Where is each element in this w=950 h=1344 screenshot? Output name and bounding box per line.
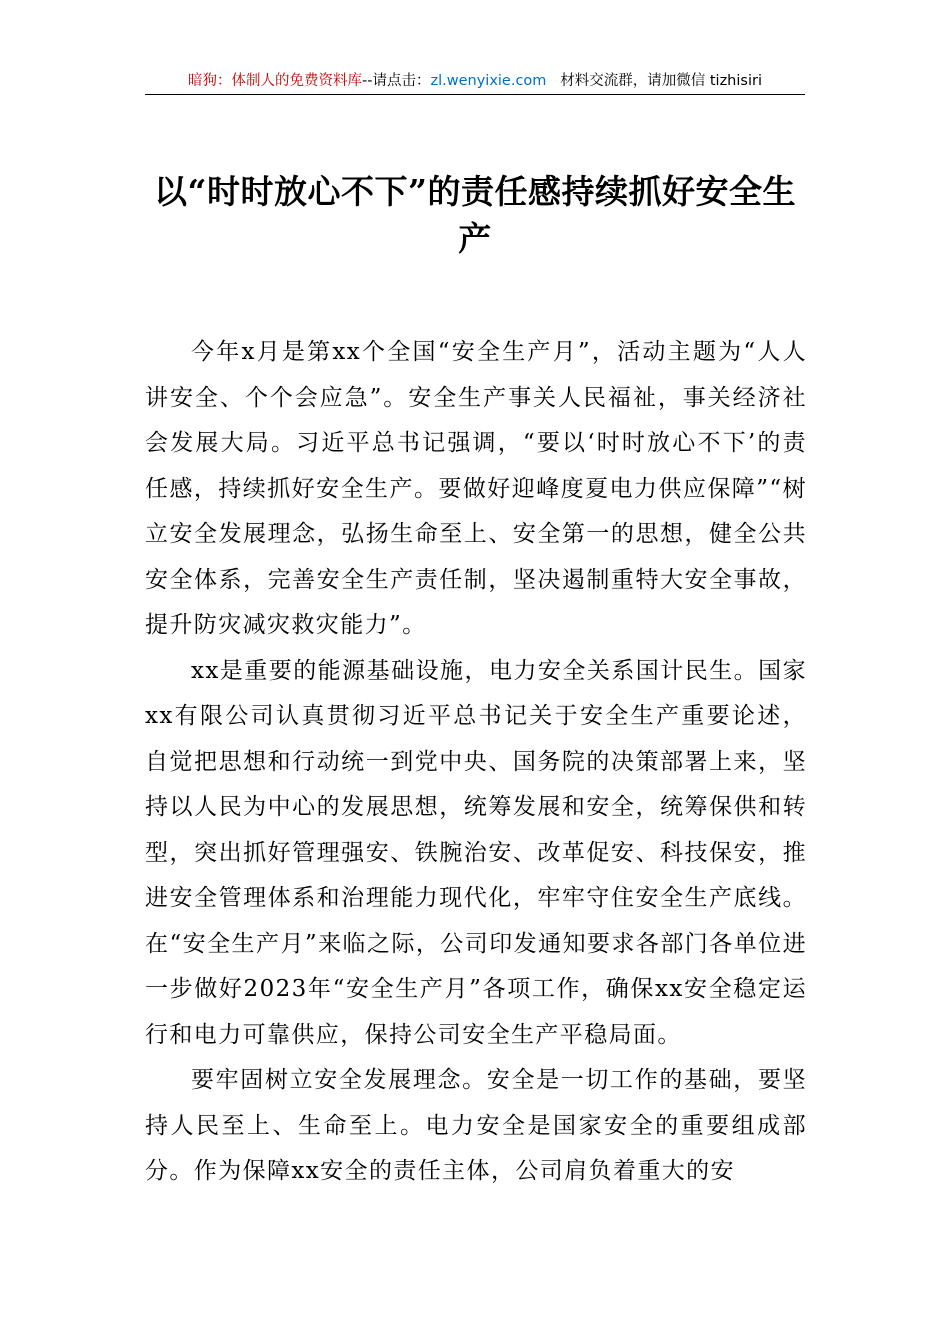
header-divider bbox=[145, 94, 805, 95]
paragraph-2: xx是重要的能源基础设施，电力安全关系国计民生。国家xx有限公司认真贯彻习近平总书记关于安全生产重要论述，自觉把思想和行动统一到党中央、国务院的决策部署上来，坚持以人民为中心的发展思想，统筹发展和安全，统筹保供和转型，突出抓好管理强安、铁腕治安、改革促安、科技保安，推进安全管理体系和治理能力现代化，牢牢守住安全生产底线。在“安全生产月”来临之际，公司印发通知要求各部门各单位进一步做好2023年“安全生产月”各项工作，确保xx安全稳定运行和电力可靠供应，保持公司安全生产平稳局面。 bbox=[145, 657, 807, 1048]
page-header bbox=[145, 70, 805, 94]
header-url-link[interactable]: zl.wenyixie.com bbox=[430, 73, 547, 89]
paragraph-1: 今年x月是第xx个全国“安全生产月”，活动主题为“人人讲安全、个个会应急”。安全生产事关人民福祉，事关经济社会发展大局。习近平总书记强调，“要以‘时时放心不下’的责任感，持续抓好安全生产。要做好迎峰度夏电力供应保障”“树立安全发展理念，弘扬生命至上、安全第一的思想，健全公共安全体系，完善安全生产责任制，坚决遏制重特大安全事故，提升防灾减灾救灾能力”。 bbox=[145, 339, 807, 638]
header-contact: 材料交流群，请加微信 tizhisiri bbox=[560, 73, 762, 89]
paragraph-3: 要牢固树立安全发展理念。安全是一切工作的基础，要坚持人民至上、生命至上。电力安全是国家安全的重要组成部分。作为保障xx安全的责任主体，公司肩负着重大的安 bbox=[145, 1067, 807, 1184]
header-brand: 暗狗：体制人的免费资料库 bbox=[188, 73, 363, 89]
document-title: 以“时时放心不下”的责任感持续抓好安全生产 bbox=[154, 172, 796, 258]
header-click-prompt: --请点击： bbox=[362, 73, 431, 89]
document-body bbox=[145, 330, 807, 1195]
